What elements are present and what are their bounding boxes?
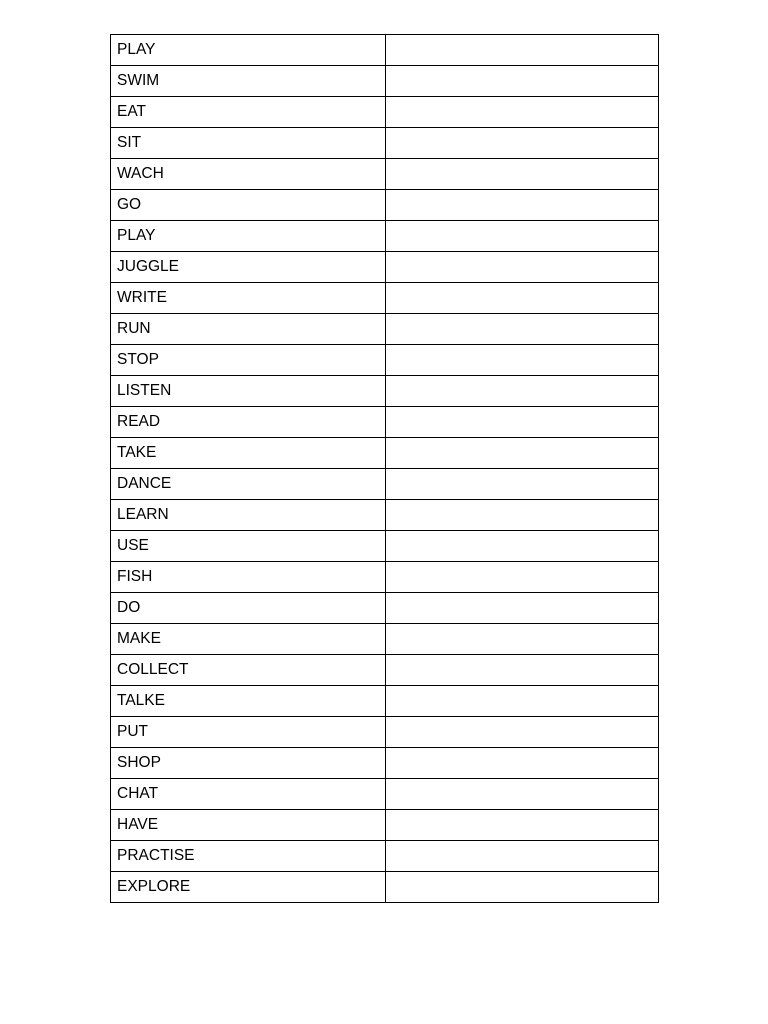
answer-cell[interactable]: [386, 469, 659, 500]
answer-cell[interactable]: [386, 500, 659, 531]
table-row: [111, 624, 659, 655]
verb-table: [110, 34, 659, 903]
verb-cell: STOP: [111, 345, 386, 376]
table-row: [111, 221, 659, 252]
verb-cell: GO: [111, 190, 386, 221]
answer-cell[interactable]: [386, 128, 659, 159]
table-row: [111, 345, 659, 376]
answer-cell[interactable]: [386, 531, 659, 562]
table-row: [111, 66, 659, 97]
answer-cell[interactable]: [386, 624, 659, 655]
answer-cell[interactable]: [386, 345, 659, 376]
verb-cell: SHOP: [111, 748, 386, 779]
answer-cell[interactable]: [386, 438, 659, 469]
answer-cell[interactable]: [386, 283, 659, 314]
verb-cell: LEARN: [111, 500, 386, 531]
table-row: [111, 531, 659, 562]
table-row: [111, 469, 659, 500]
answer-cell[interactable]: [386, 841, 659, 872]
verb-cell: EAT: [111, 97, 386, 128]
answer-cell[interactable]: [386, 376, 659, 407]
answer-cell[interactable]: [386, 252, 659, 283]
verb-cell: CHAT: [111, 779, 386, 810]
table-row: [111, 717, 659, 748]
table-row: [111, 252, 659, 283]
answer-cell[interactable]: [386, 35, 659, 66]
verb-cell: COLLECT: [111, 655, 386, 686]
answer-cell[interactable]: [386, 407, 659, 438]
verb-cell: MAKE: [111, 624, 386, 655]
table-row: [111, 35, 659, 66]
answer-cell[interactable]: [386, 810, 659, 841]
table-row: [111, 872, 659, 903]
table-row: [111, 376, 659, 407]
verb-cell: EXPLORE: [111, 872, 386, 903]
verb-cell: FISH: [111, 562, 386, 593]
verb-cell: HAVE: [111, 810, 386, 841]
verb-cell: DO: [111, 593, 386, 624]
verb-cell: TAKE: [111, 438, 386, 469]
answer-cell[interactable]: [386, 314, 659, 345]
answer-cell[interactable]: [386, 748, 659, 779]
verb-cell: SWIM: [111, 66, 386, 97]
verb-cell: WACH: [111, 159, 386, 190]
answer-cell[interactable]: [386, 686, 659, 717]
table-row: [111, 748, 659, 779]
table-row: [111, 314, 659, 345]
table-row: [111, 779, 659, 810]
answer-cell[interactable]: [386, 655, 659, 686]
table-row: [111, 159, 659, 190]
table-row: [111, 655, 659, 686]
table-row: [111, 810, 659, 841]
verb-table-body: [111, 35, 659, 903]
verb-cell: RUN: [111, 314, 386, 345]
answer-cell[interactable]: [386, 562, 659, 593]
table-row: [111, 686, 659, 717]
table-row: [111, 283, 659, 314]
verb-cell: USE: [111, 531, 386, 562]
verb-cell: WRITE: [111, 283, 386, 314]
answer-cell[interactable]: [386, 221, 659, 252]
table-row: [111, 841, 659, 872]
table-row: [111, 500, 659, 531]
answer-cell[interactable]: [386, 97, 659, 128]
verb-cell: LISTEN: [111, 376, 386, 407]
verb-cell: PLAY: [111, 221, 386, 252]
verb-cell: DANCE: [111, 469, 386, 500]
verb-cell: JUGGLE: [111, 252, 386, 283]
table-row: [111, 407, 659, 438]
table-row: [111, 128, 659, 159]
table-row: [111, 190, 659, 221]
answer-cell[interactable]: [386, 159, 659, 190]
table-row: [111, 562, 659, 593]
verb-cell: PLAY: [111, 35, 386, 66]
answer-cell[interactable]: [386, 190, 659, 221]
verb-cell: PRACTISE: [111, 841, 386, 872]
answer-cell[interactable]: [386, 593, 659, 624]
table-row: [111, 593, 659, 624]
verb-cell: PUT: [111, 717, 386, 748]
answer-cell[interactable]: [386, 717, 659, 748]
answer-cell[interactable]: [386, 66, 659, 97]
verb-cell: TALKE: [111, 686, 386, 717]
verb-cell: READ: [111, 407, 386, 438]
table-row: [111, 438, 659, 469]
verb-cell: SIT: [111, 128, 386, 159]
table-row: [111, 97, 659, 128]
answer-cell[interactable]: [386, 779, 659, 810]
answer-cell[interactable]: [386, 872, 659, 903]
